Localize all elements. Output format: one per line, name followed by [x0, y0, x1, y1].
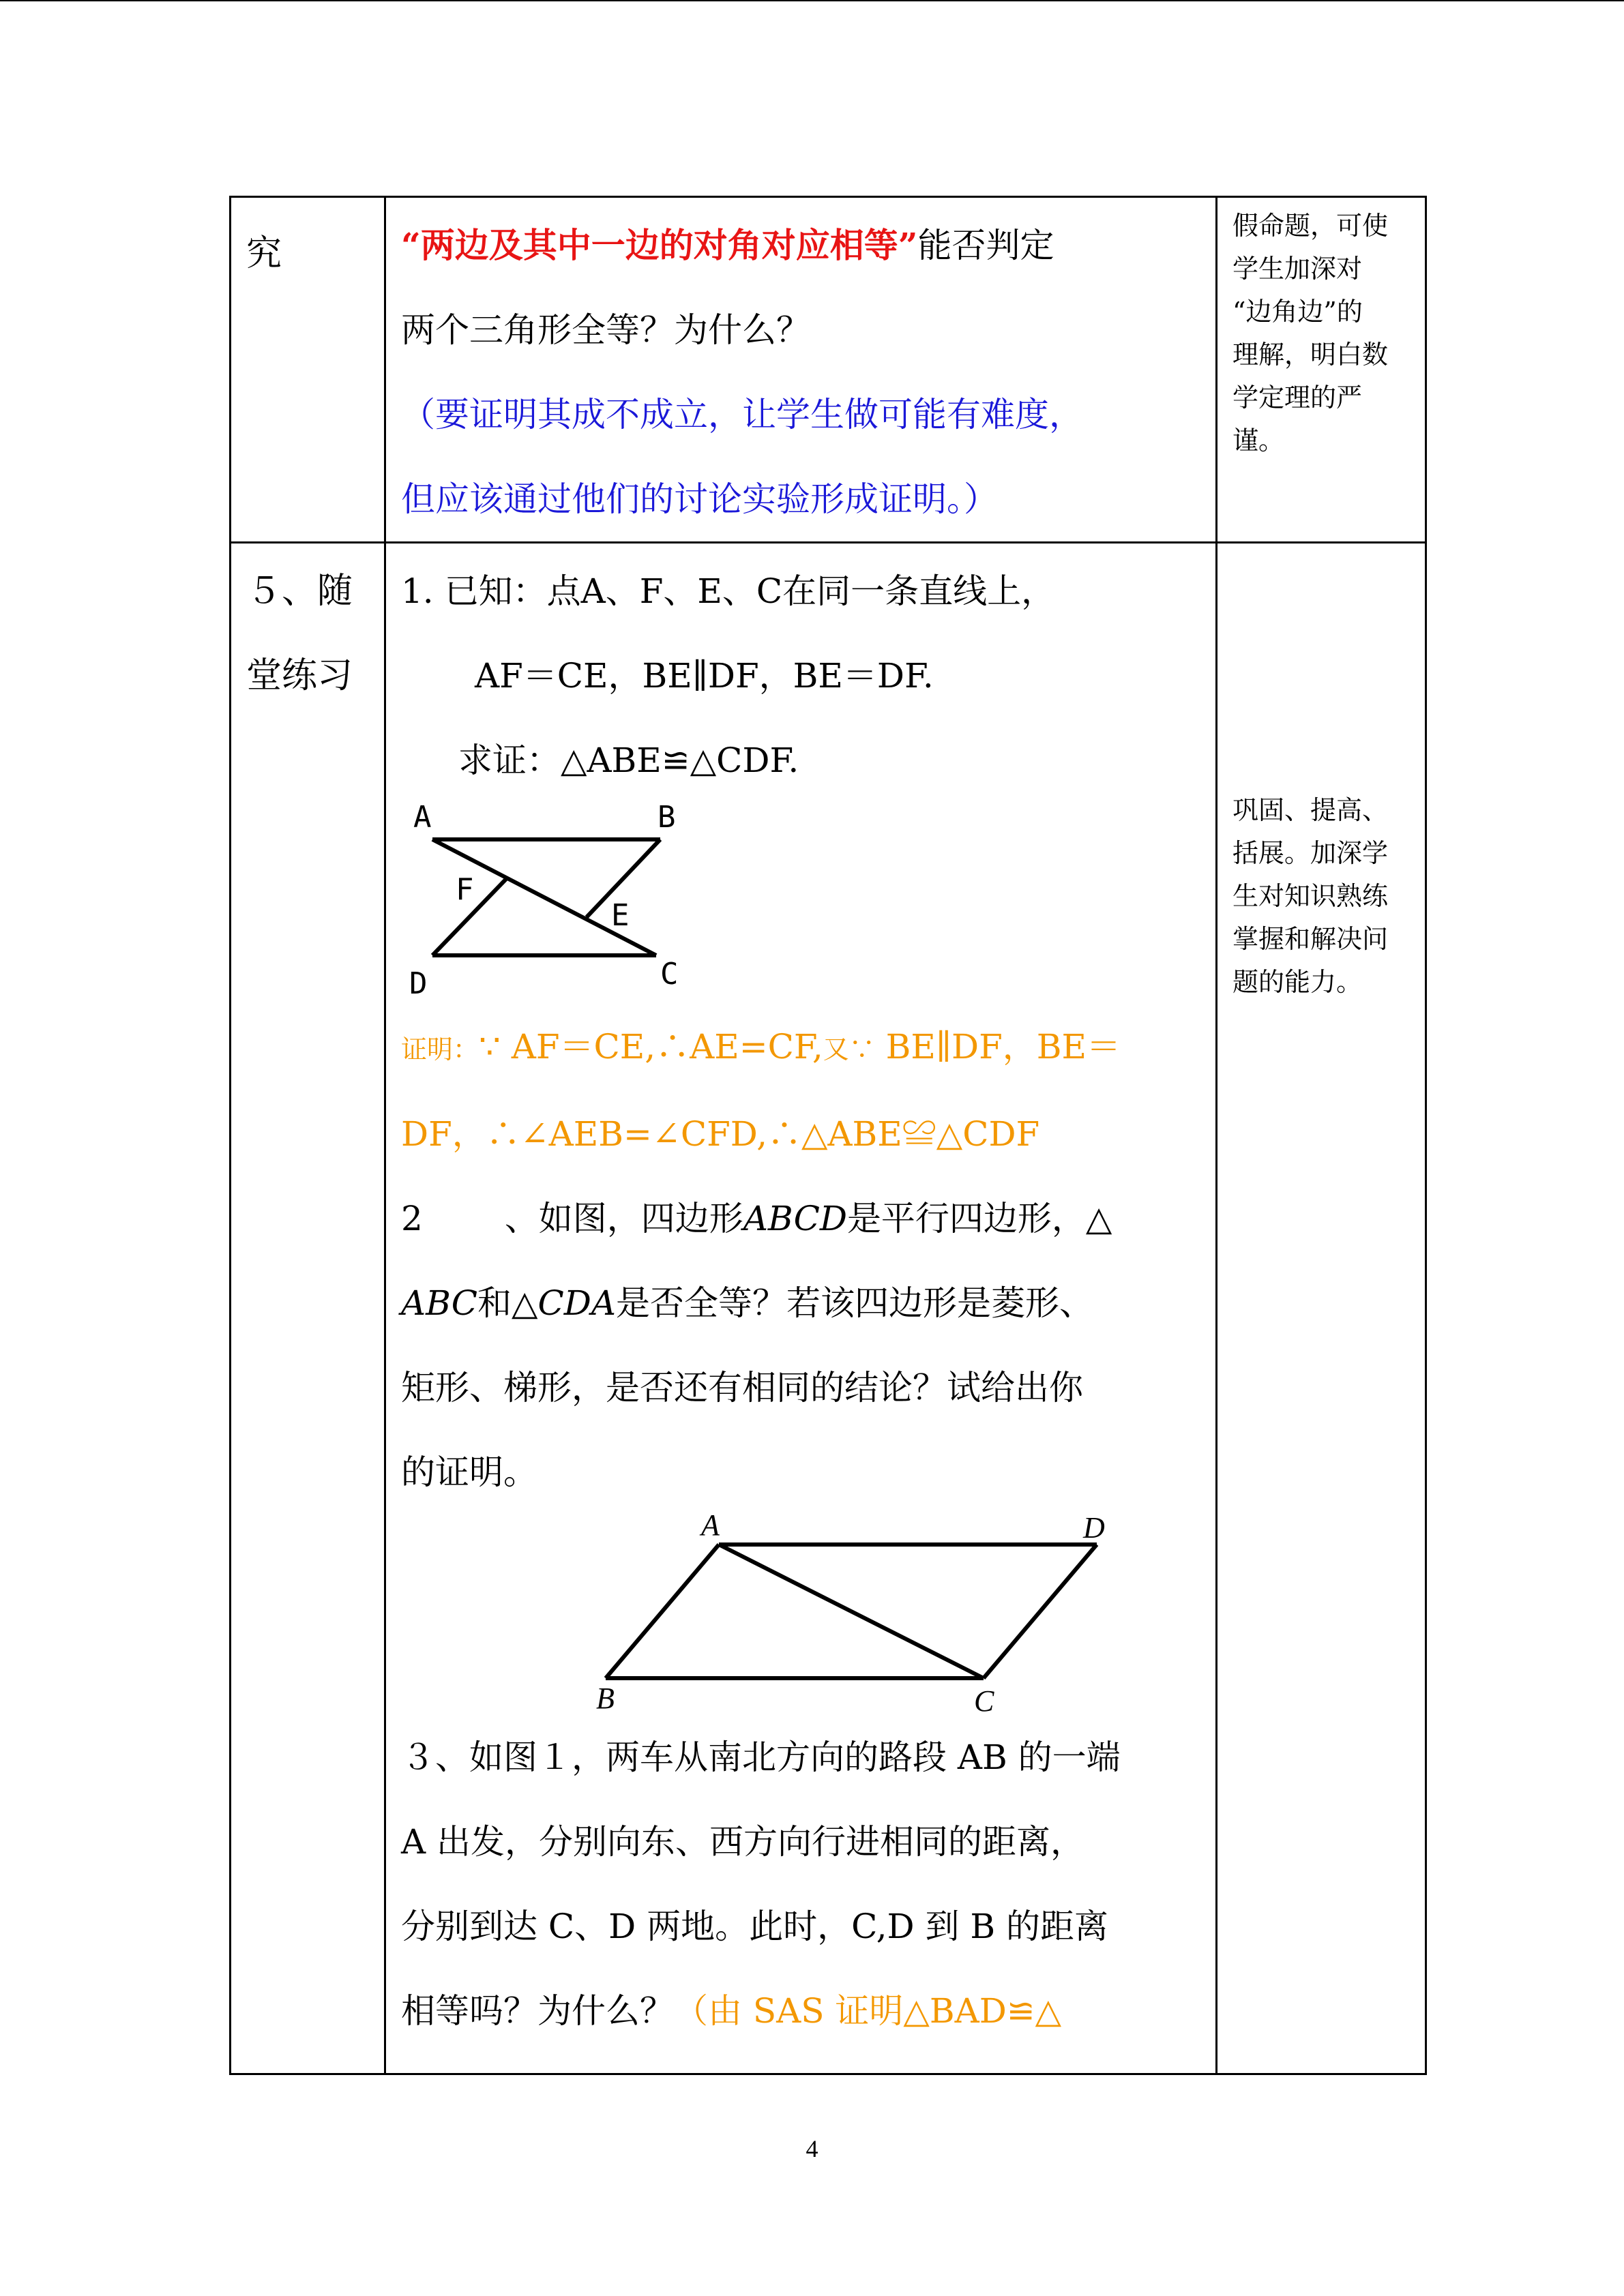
- table-row-explore: [231, 197, 1426, 543]
- proof-part1: ∵ AF＝CE,∴AE=CF,: [479, 1027, 823, 1067]
- q1-line1: 1. 已知：点A、F、E、C在同一条直线上，: [401, 571, 1056, 611]
- proof-part2: BE∥DF，BE＝: [874, 1027, 1121, 1067]
- q2-text: 、如图，四边形: [504, 1199, 743, 1238]
- fig1-label-f: F: [456, 872, 474, 907]
- lesson-plan-table: [229, 196, 1427, 2075]
- fig1-label-b: B: [658, 800, 676, 835]
- segment-ba: [606, 1545, 719, 1678]
- q2-line1: [401, 1176, 1206, 1261]
- row1-note-cell: [1217, 197, 1426, 543]
- row2-label-line2: 堂练习: [246, 655, 353, 696]
- proof-line2: DF，∴∠AEB=∠CFD,∴△ABE≌△CDF: [401, 1114, 1040, 1154]
- table-row-practice: [231, 543, 1426, 2074]
- explore-question-line2: 两个三角形全等？为什么？: [401, 310, 810, 350]
- page-top-border: [0, 0, 1624, 1]
- figure-2-parallelogram: [401, 1510, 1206, 1715]
- q2-line3: 矩形、梯形，是否还有相同的结论？试给出你: [401, 1368, 1083, 1407]
- q3-line4: [401, 1969, 1206, 2053]
- row2-note-line: 生对知识熟练: [1232, 881, 1389, 911]
- q3-line1: ３、如图１，两车从南北方向的路段 AB 的一端: [401, 1738, 1121, 1777]
- q3-line2: A 出发，分别向东、西方向行进相同的距离，: [401, 1822, 1085, 1862]
- explore-text: 能否判定: [917, 226, 1054, 265]
- row2-note-line: 掌握和解决问: [1232, 924, 1389, 954]
- proof-you: 又∵: [823, 1034, 875, 1064]
- row1-note-line: 谨。: [1232, 426, 1285, 456]
- q2-line4: 的证明。: [401, 1452, 537, 1492]
- row2-note-line: 巩固、提高、: [1232, 795, 1389, 825]
- fig2-label-c: C: [974, 1684, 994, 1715]
- row2-label-line1: ５、随: [246, 571, 353, 612]
- q2-number: 2: [401, 1199, 423, 1238]
- fig1-label-e: E: [611, 898, 630, 933]
- q2-abc: ABC: [401, 1283, 478, 1323]
- row1-note-line: 学生加深对: [1232, 254, 1363, 284]
- fig1-label-d: D: [409, 966, 428, 1001]
- explore-red-statement: “两边及其中一边的对角对应相等”: [401, 225, 918, 265]
- fig1-label-c: C: [660, 957, 679, 992]
- row2-note-line: 括展。加深学: [1232, 838, 1389, 868]
- q1-line3: 求证：△ABE≌△CDF.: [458, 741, 799, 780]
- row2-note-cell: [1217, 543, 1426, 2074]
- q2-abcd: ABCD: [743, 1199, 847, 1238]
- q2-text: 和△: [477, 1283, 538, 1323]
- row1-note-line: “边角边”的: [1232, 297, 1363, 327]
- q2-line2: [401, 1261, 1206, 1345]
- explore-blue-note-line2: 但应该通过他们的讨论实验形成证明。）: [401, 479, 998, 519]
- q3-orange-hint: （由 SAS 证明△BAD≌△: [674, 1991, 1062, 2031]
- row1-label: 究: [246, 233, 282, 274]
- row1-content-cell: [385, 197, 1217, 543]
- row1-label-cell: [231, 197, 385, 543]
- fig2-label-a: A: [701, 1510, 720, 1542]
- proof-label: 证明：: [401, 1034, 479, 1064]
- row1-note-line: 假命题，可使: [1232, 211, 1389, 241]
- row2-label-cell: [231, 543, 385, 2074]
- proof-line1: [401, 1004, 1206, 1092]
- row1-note-line: 学定理的严: [1232, 383, 1363, 413]
- explore-question-line1: [401, 203, 1206, 288]
- row2-note-line: 题的能力。: [1232, 967, 1363, 997]
- q1-line2: AF＝CE，BE∥DF，BE＝DF.: [475, 656, 934, 696]
- q3-line3: 分别到达 C、D 两地。此时，C,D 到 B 的距离: [401, 1907, 1109, 1946]
- row2-content-cell: [385, 543, 1217, 2074]
- row1-note-line: 理解，明白数: [1232, 340, 1389, 370]
- segment-ac: [719, 1545, 984, 1678]
- explore-blue-note-line1: （要证明其成不成立，让学生做可能有难度，: [401, 395, 1083, 434]
- page-number: 4: [806, 2135, 818, 2162]
- q2-text: 是平行四边形，△: [846, 1199, 1112, 1238]
- fig2-label-d: D: [1083, 1511, 1105, 1545]
- q3-text: 相等吗？为什么？: [401, 1991, 674, 2031]
- q2-cda: CDA: [537, 1283, 616, 1323]
- fig1-label-a: A: [413, 800, 432, 835]
- q2-text: 是否全等？若该四边形是菱形、: [615, 1283, 1093, 1323]
- fig2-label-b: B: [596, 1682, 615, 1715]
- figure-1-diagram: [401, 800, 701, 1004]
- segment-dc: [984, 1545, 1097, 1678]
